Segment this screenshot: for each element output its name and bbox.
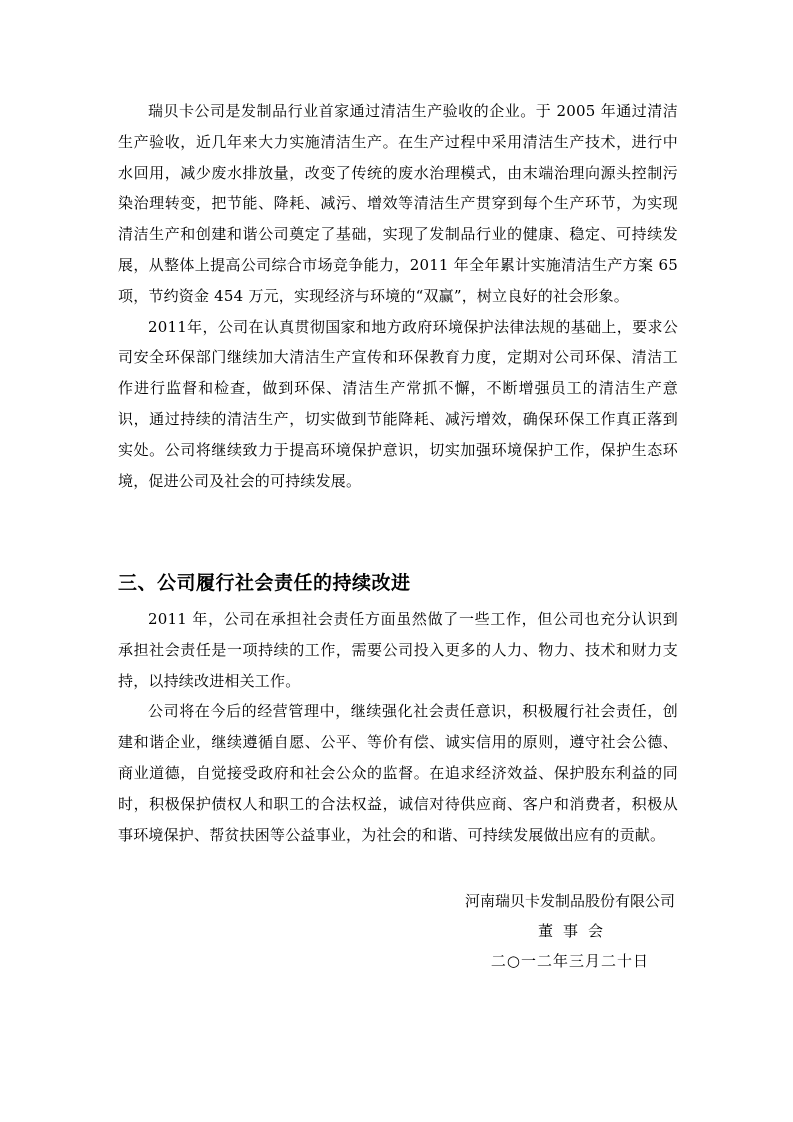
paragraph-future-commitment: 公司将在今后的经营管理中，继续强化社会责任意识，积极履行社会责任，创建和谐企业，继续遵循自愿、公平、等价有偿、诚实信用的原则，遵守社会公德、商业道德，自觉接受政府和社会公众的监督。在追求经济效益、保护股东利益的同时，积极保护债权人和职工的合法权益，诚信对待供应商、客户和消费者，积极从事环境保护、帮贫扶困等公益事业，为社会的和谐、可持续发展做出应有的贡献。 [118,702,678,844]
section2-body [118,604,678,850]
paragraph-environment-protection: 2011年，公司在认真贯彻国家和地方政府环境保护法律法规的基础上，要求公司安全环保部门继续加大清洁生产宣传和环保教育力度，定期对公司环保、清洁工作进行监督和检查，做到环保、清洁生产常抓不懈，不断增强员工的清洁生产意识，通过持续的清洁生产，切实做到节能降耗、减污增效，确保环保工作真正落到实处。公司将继续致力于提高环境保护意识，切实加强环境保护工作，保护生态环境，促进公司及社会的可持续发展。 [118,317,678,490]
signature-block [375,886,675,976]
signature-date: 二○一二年三月二十日 [490,952,649,970]
paragraph-clean-production: 瑞贝卡公司是发制品行业首家通过清洁生产验收的企业。于 2005 年通过清洁生产验收，近几年来大力实施清洁生产。在生产过程中采用清洁生产技术，进行中水回用，减少废水排放量，改变了传统的废水治理模式，由末端治理向源头控制污染治理转变，把节能、降耗、减污、增效等清洁生产贯穿到每个生产环节，为实现清洁生产和创建和谐公司奠定了基础，实现了发制品行业的健康、稳定、可持续发展，从整体上提高公司综合市场竞争能力，2011 年全年累计实施清洁生产方案 65 项，节约资金 454 万元，实现经济与环境的“双赢”，树立良好的社会形象。 [118,102,678,305]
signature-board: 董事会 [537,922,613,940]
signature-company: 河南瑞贝卡发制品股份有限公司 [464,892,675,910]
section-heading: 三、公司履行社会责任的持续改进 [118,572,411,594]
paragraph-continuous-improvement: 2011 年，公司在承担社会责任方面虽然做了一些工作，但公司也充分认识到承担社会责任是一项持续的工作，需要公司投入更多的人力、物力、技术和财力支持，以持续改进相关工作。 [118,610,678,690]
section1-body [118,96,678,496]
